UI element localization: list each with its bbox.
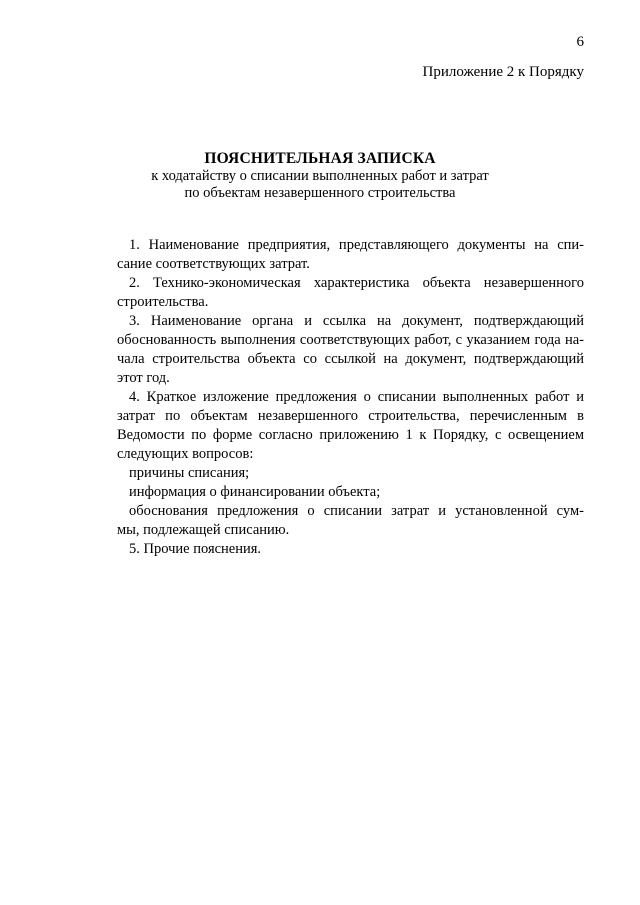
- document-title: ПОЯСНИТЕЛЬНАЯ ЗАПИСКА: [204, 150, 436, 167]
- document-subtitle-line-2: по объектам незавершенного строительства: [184, 185, 456, 201]
- text-line: сание соответствующих затрат.: [117, 256, 310, 272]
- text-line: Ведомости по форме согласно приложению 1 к Порядку, с освещением: [117, 427, 584, 443]
- text-line: обоснования предложения о списании затрат и установленной сум-: [129, 503, 584, 519]
- page-number: 6: [576, 34, 584, 50]
- text-line: затрат по объектам незавершенного строительства, перечисленным в: [117, 408, 584, 424]
- text-line: причины списания;: [129, 465, 250, 481]
- text-line: 4. Краткое изложение предложения о списании выполненных работ и: [129, 389, 584, 405]
- text-line: строительства.: [117, 294, 209, 310]
- text-line: обоснованность выполнения соответствующих работ, с указанием года на-: [117, 332, 584, 348]
- attachment-label: Приложение 2 к Порядку: [422, 64, 584, 80]
- text-line: чала строительства объекта со ссылкой на документ, подтверждающий: [117, 351, 584, 367]
- text-line: следующих вопросов:: [117, 446, 254, 462]
- text-line: 3. Наименование органа и ссылка на документ, подтверждающий: [129, 313, 584, 329]
- text-line: 2. Технико-экономическая характеристика объекта незавершенного: [129, 275, 584, 291]
- text-line: информация о финансировании объекта;: [129, 484, 381, 500]
- document-subtitle-line-1: к ходатайству о списании выполненных работ и затрат: [151, 168, 489, 184]
- text-line: этот год.: [117, 370, 170, 386]
- document-body: [117, 236, 584, 559]
- text-line: 5. Прочие пояснения.: [129, 541, 262, 557]
- text-line: мы, подлежащей списанию.: [117, 522, 290, 538]
- text-line: 1. Наименование предприятия, представляющего документы на спи-: [129, 237, 584, 253]
